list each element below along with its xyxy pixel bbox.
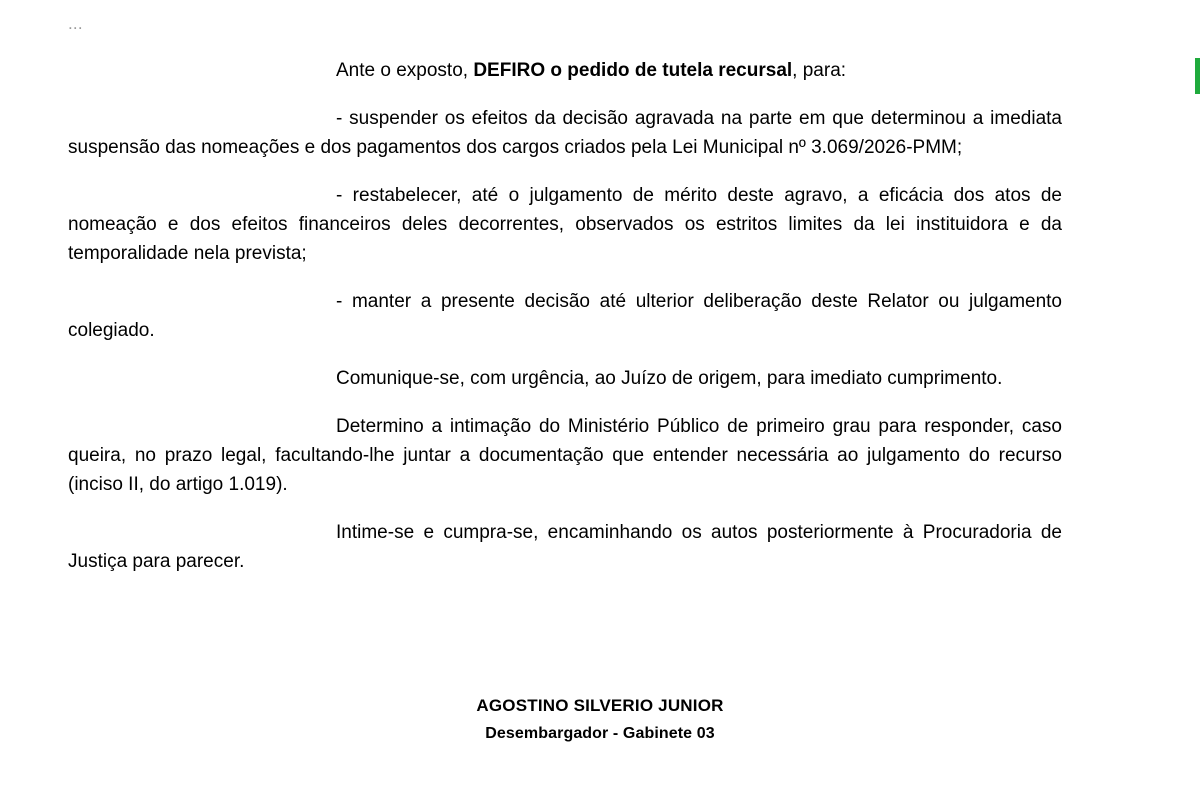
- p-restabelecer: [68, 181, 1062, 268]
- text-run: Intime-se e cumpra-se, encaminhando os autos posteriormente à Procuradoria de Justiça para parecer.: [68, 522, 1062, 572]
- text-run: , para:: [792, 60, 847, 81]
- clipped-header-glyphs: ...: [68, 14, 83, 33]
- p-manter: [68, 287, 1062, 345]
- paragraph-list: [68, 56, 1062, 576]
- p-determino: [68, 412, 1062, 499]
- p-deferimento: [68, 56, 1062, 85]
- clipped-header-text: [68, 14, 468, 42]
- p-comunique: [68, 364, 1062, 393]
- emphasis-text: DEFIRO o pedido de tutela recursal: [473, 60, 793, 81]
- p-suspender: [68, 104, 1062, 162]
- signature-role: Desembargador - Gabinete 03: [485, 725, 715, 742]
- text-run: - manter a presente decisão até ulterior deliberação deste Relator ou julgamento colegiado.: [68, 291, 1062, 341]
- signature-name: AGOSTINO SILVERIO JUNIOR: [476, 696, 724, 715]
- text-run: - suspender os efeitos da decisão agravada na parte em que determinou a imediata suspensão das nomeações e dos pagamentos dos cargos criados pela Lei Municipal nº 3.069/2026-PMM;: [68, 108, 1062, 158]
- text-run: - restabelecer, até o julgamento de mérito deste agravo, a eficácia dos atos de nomeação e dos efeitos financeiros deles decorrentes, observados os estritos limites da lei instituidora e da temporalidade nela prevista;: [68, 185, 1062, 264]
- text-run: Determino a intimação do Ministério Público de primeiro grau para responder, caso queira, no prazo legal, facultando-lhe juntar a documentação que entender necessária ao julgamento do recurso (inciso II, do artigo 1.019).: [68, 416, 1062, 495]
- right-edge-marker: [1195, 58, 1200, 94]
- document-body: [68, 56, 1062, 595]
- p-intime: [68, 518, 1062, 576]
- text-run: Ante o exposto,: [336, 60, 474, 81]
- text-run: Comunique-se, com urgência, ao Juízo de origem, para imediato cumprimento.: [336, 368, 1003, 389]
- signature-block: [0, 694, 1200, 746]
